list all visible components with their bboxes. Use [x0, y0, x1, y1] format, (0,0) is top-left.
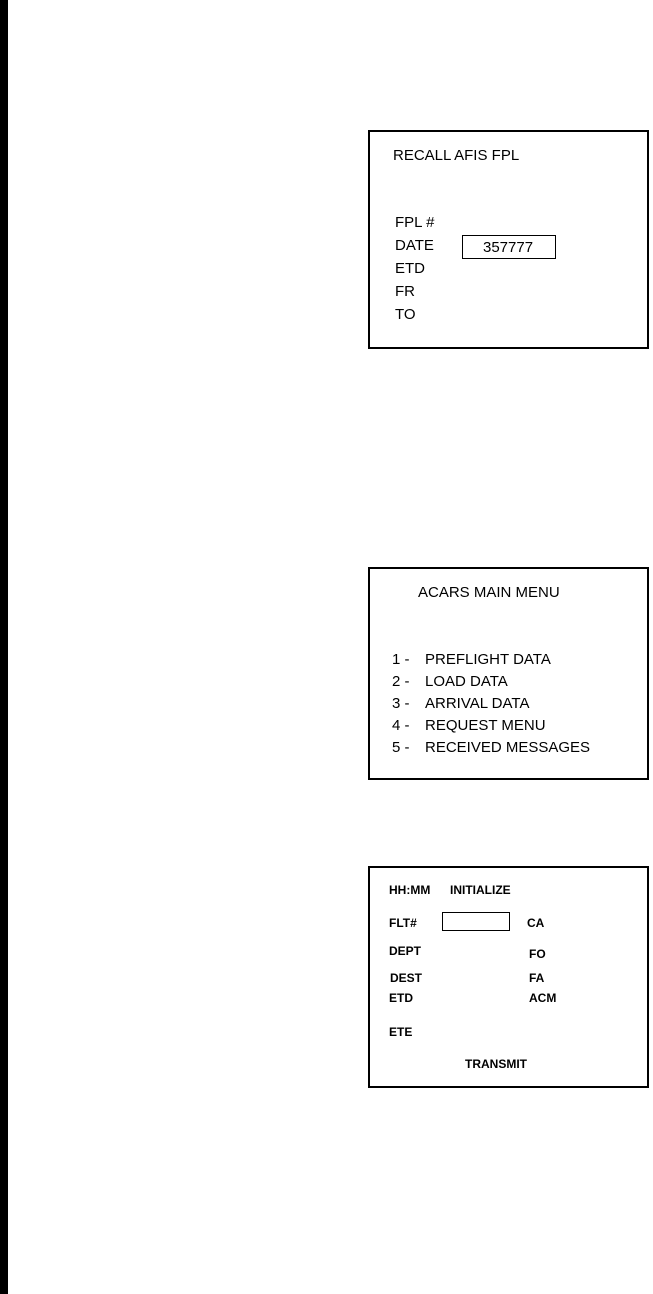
captain-label: CA	[527, 916, 545, 930]
etd-label: ETD	[389, 991, 413, 1005]
to-label: TO	[395, 306, 416, 323]
menu-item-number: 3 -	[392, 695, 410, 712]
menu-item-label: REQUEST MENU	[425, 717, 546, 734]
initialize-title: INITIALIZE	[450, 883, 511, 897]
from-label: FR	[395, 283, 415, 300]
date-input[interactable]	[462, 235, 556, 259]
recall-afis-fpl-panel	[368, 130, 649, 349]
fpl-number-label: FPL #	[395, 214, 435, 231]
ete-label: ETE	[389, 1025, 413, 1039]
recall-panel-title: RECALL AFIS FPL	[393, 147, 520, 164]
menu-panel-title: ACARS MAIN MENU	[418, 584, 560, 601]
menu-item-label: ARRIVAL DATA	[425, 695, 530, 712]
left-border-bar	[0, 0, 8, 1294]
acm-label: ACM	[529, 991, 557, 1005]
acars-main-menu-panel	[368, 567, 649, 780]
menu-item-number: 1 -	[392, 651, 410, 668]
departure-label: DEPT	[389, 944, 422, 958]
time-placeholder: HH:MM	[389, 883, 431, 897]
transmit-button[interactable]: TRANSMIT	[465, 1057, 527, 1071]
menu-item-number: 2 -	[392, 673, 410, 690]
menu-item-label: RECEIVED MESSAGES	[425, 739, 591, 756]
menu-item-number: 4 -	[392, 717, 410, 734]
date-label: DATE	[395, 237, 434, 254]
menu-item-label: PREFLIGHT DATA	[425, 651, 551, 668]
date-input-value: 357777	[483, 239, 534, 256]
menu-item-number: 5 -	[392, 739, 410, 756]
etd-label: ETD	[395, 260, 425, 277]
initialize-panel	[368, 866, 649, 1088]
flight-number-label: FLT#	[389, 916, 417, 930]
destination-label: DEST	[390, 971, 423, 985]
flight-attendant-label: FA	[529, 971, 545, 985]
first-officer-label: FO	[529, 947, 546, 961]
menu-item-label: LOAD DATA	[425, 673, 508, 690]
flight-number-input[interactable]	[442, 912, 510, 931]
